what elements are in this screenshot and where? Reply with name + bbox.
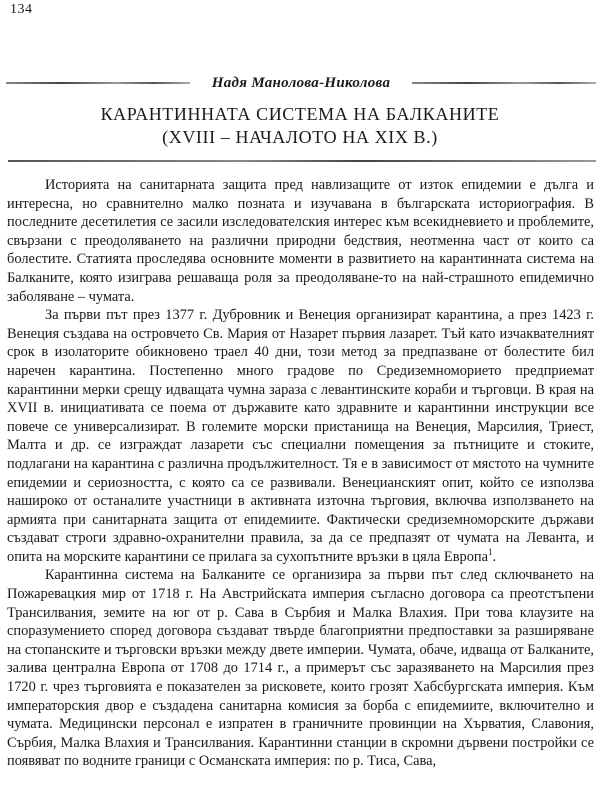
title-line-1: КАРАНТИННАТА СИСТЕМА НА БАЛКАНИТЕ [100, 104, 500, 124]
author-name: Надя Манолова-Николова [211, 74, 391, 91]
title-line-2: (XVIII – НАЧАЛОТО НА XIX В.) [162, 127, 438, 147]
running-header [6, 72, 596, 94]
paragraph-2: За първи път през 1377 г. Дубровник и Венеция организират карантина, а през 1423 г. Венеция създава на островчето Св. Мария от Назарет първия лазарет. Тъй като изчаквателният срок в изолаторите обикновено траел 40 дни, този метод за предпазване от болестите бил наречен карантина. Постепенно много градове по Средиземноморието предприемат карантинни мерки срещу идващата чумна зараза с левантинските кораби и търговци. В края на XVII в. инициативата се поема от държавите като здравните и карантинни инструкции все повече се универсализират. В големите морски пристанища на Венеция, Марсилия, Триест, Малта и др. се изграждат лазарети със специални помещения за пътниците и стоките, подлагани на карантина с различна продължителност. Тя е в зависимост от мястото на чумните епидемии и сериозността, с която са се развивали. Венецианският опит, който се използва нашироко от останалите участници в активната източна търговия, включва използването на армията при санитарната защита от епидемиите. Фактически средиземноморските държави създават строги здравно-охранителни правила, за да се предпазят от чумата на Леванта, и опита на морските карантини се прилага за сухопътните връзки в цяла Европа$^1$. [7, 307, 594, 565]
article-title [0, 103, 600, 149]
header-rule-left [6, 82, 190, 84]
header-rule-right [412, 82, 596, 84]
footnote-marker: 1 [487, 547, 493, 558]
title-divider [8, 160, 596, 162]
paragraph-3: Карантинна система на Балканите се организира за първи път след сключването на Пожаревацкия мир от 1718 г. На Австрийската империя съгласно договора са преотстъпени Трансилвания, земите на юг от р. Сава в Сърбия и Малка Влахия. При това клаузите на споразумението според договора създават твърде благоприятни предпоставки за разширяване на стопанските и търговски връзки между двете империи. Чумата, обаче, идваща от Балканите, залива централна Европа от 1708 до 1714 г., а примерът със заразяването на Марсилия през 1720 г. чрез търговията е показателен за рисковете, които грозят Хабсбургската империя. Към императорския двор е създадена санитарна комисия за борба с епидемиите, включително и чумата. Медицински персонал е изпратен в граничните провинции на Хърватия, Славония, Сърбия, Малка Влахия и Трансилвания. Карантинни станции в скромни дървени постройки се появяват по водните граници с Османската империя: по р. Тиса, Сава, [7, 567, 594, 770]
paragraph-1: Историята на санитарната защита пред навлизащите от изток епидемии е дълга и интересна, но сравнително малко позната и изучавана в българската историография. В последните десетилетия се засили изследователския интерес към всекидневието и проблемите, свързани с преодоляването на различни природни бедствия, неотменна част от които са болестите. Статията проследява основните моменти в развитието на карантинната система на Балканите, която изиграва решаваща роля за преодоляване-то на най-страшното епидемично заболяване – чумата. [7, 177, 594, 305]
page-number: 134 [10, 2, 33, 17]
article-body [7, 176, 594, 771]
